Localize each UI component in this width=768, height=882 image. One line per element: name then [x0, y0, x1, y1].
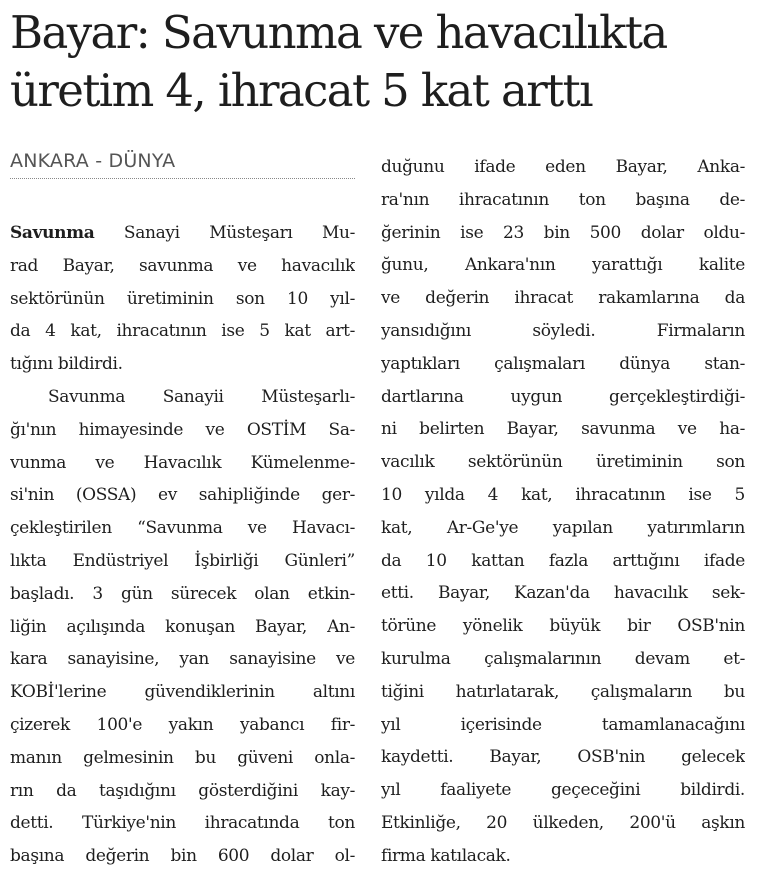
body-line: ğunu, Ankara'nın yarattığı kalite — [381, 255, 745, 276]
article-column-right — [381, 151, 745, 873]
body-line: rın da taşıdığını gösterdiğini kay- — [10, 780, 355, 801]
body-line: kaydetti. Bayar, OSB'nin gelecek — [381, 747, 745, 768]
headline-line-1: Bayar: Savunma ve havacılıkta — [10, 6, 667, 59]
body-line: tığını bildirdi. — [10, 354, 123, 375]
article-headline — [10, 4, 760, 120]
headline-line-2: üretim 4, ihracat 5 kat arttı — [10, 64, 592, 117]
body-line: Savunma Sanayii Müsteşarlı- — [48, 386, 355, 407]
body-line: etti. Bayar, Kazan'da havacılık sek- — [381, 583, 745, 604]
body-line: vunma ve Havacılık Kümelenme- — [10, 452, 355, 473]
body-line: rad Bayar, savunma ve havacılık — [10, 255, 355, 276]
body-line: kara sanayisine, yan sanayisine ve — [10, 649, 355, 670]
body-line: çizerek 100'e yakın yabancı fir- — [10, 714, 355, 735]
body-line: törüne yönelik büyük bir OSB'nin — [381, 616, 745, 637]
body-line: lıkta Endüstriyel İşbirliği Günleri” — [10, 550, 355, 571]
body-line: yıl faaliyete geçeceğini bildirdi. — [381, 780, 745, 801]
body-line: kurulma çalışmalarının devam et- — [381, 648, 745, 669]
body-line: sektörünün üretiminin son 10 yıl- — [10, 288, 355, 309]
body-line: ni belirten Bayar, savunma ve ha- — [381, 419, 745, 440]
body-line: kat, Ar-Ge'ye yapılan yatırımların — [381, 517, 745, 538]
body-line: duğunu ifade eden Bayar, Anka- — [381, 157, 745, 177]
body-line: ğerinin ise 23 bin 500 dolar oldu- — [381, 222, 745, 243]
body-line: ğı'nın himayesinde ve OSTİM Sa- — [10, 419, 355, 440]
body-line: ve değerin ihracat rakamlarına da — [381, 288, 745, 309]
body-line: yıl içerisinde tamamlanacağını — [381, 714, 745, 735]
body-line: firma katılacak. — [381, 845, 511, 866]
body-line: ra'nın ihracatının ton başına de- — [381, 189, 745, 210]
body-line: 10 yılda 4 kat, ihracatının ise 5 — [381, 484, 745, 505]
body-line: başladı. 3 gün sürecek olan etkin- — [10, 583, 355, 604]
body-line: KOBİ'lerine güvendiklerinin altını — [10, 682, 355, 703]
body-line: detti. Türkiye'nin ihracatında ton — [10, 813, 355, 834]
body-line: Etkinliğe, 20 ülkeden, 200'ü aşkın — [381, 812, 745, 833]
body-line: Savunma Sanayi Müsteşarı Mu- — [10, 223, 355, 243]
body-line: liğin açılışında konuşan Bayar, An- — [10, 616, 355, 637]
lead-word: Savunma — [10, 223, 95, 243]
body-line: çekleştirilen “Savunma ve Havacı- — [10, 518, 355, 539]
article-column-left — [10, 217, 355, 873]
body-line: si'nin (OSSA) ev sahipliğinde ger- — [10, 485, 355, 506]
body-line: dartlarına uygun gerçekleştirdiği- — [381, 386, 745, 407]
body-line: da 10 kattan fazla arttığını ifade — [381, 550, 745, 571]
body-line: tiğini hatırlatarak, çalışmaların bu — [381, 681, 745, 702]
body-line: yaptıkları çalışmaları dünya stan- — [381, 353, 745, 374]
article-byline: ANKARA - DÜNYA — [10, 150, 355, 179]
body-line: vacılık sektörünün üretiminin son — [381, 452, 745, 473]
body-line: da 4 kat, ihracatının ise 5 kat art- — [10, 321, 355, 342]
body-line: başına değerin bin 600 dolar ol- — [10, 846, 355, 867]
body-line: manın gelmesinin bu güveni onla- — [10, 747, 355, 768]
body-line: yansıdığını söyledi. Firmaların — [381, 320, 745, 341]
